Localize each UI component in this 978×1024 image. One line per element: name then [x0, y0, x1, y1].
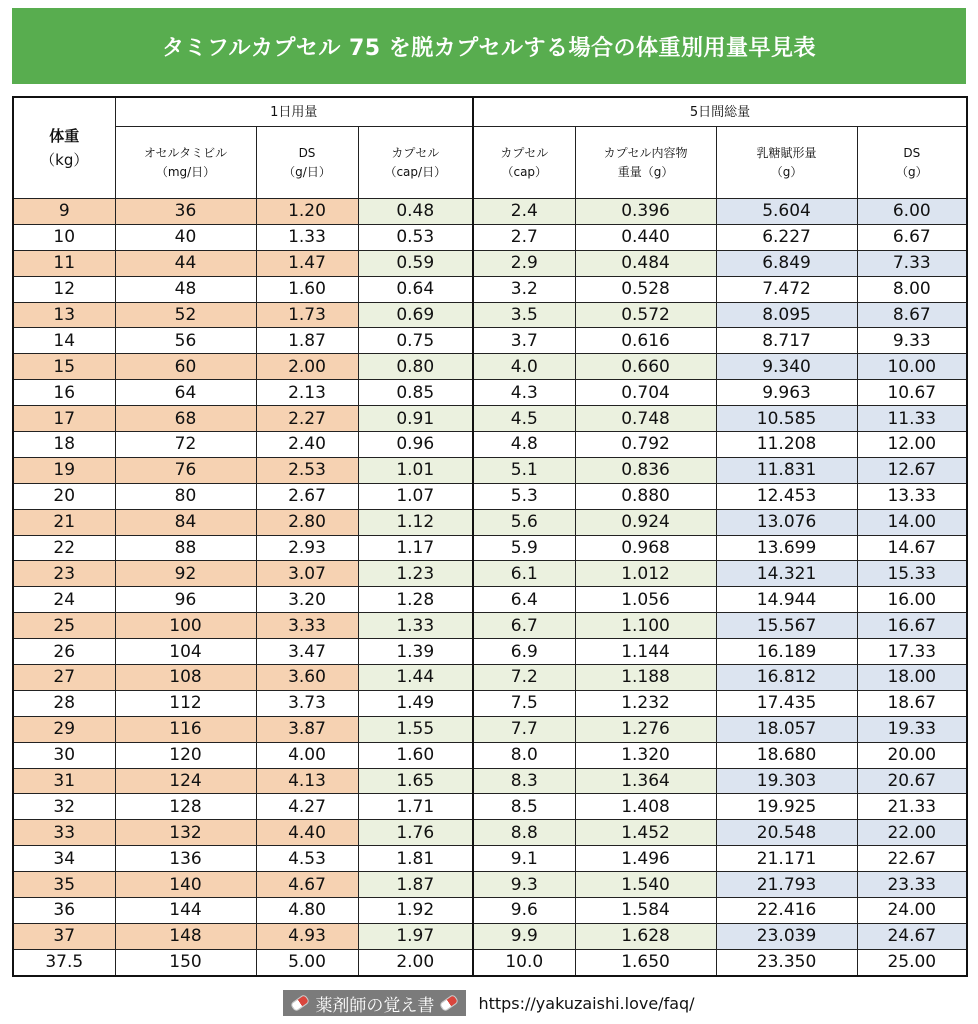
cell-weight: 26	[13, 639, 115, 665]
cell-ds-total: 14.00	[857, 509, 967, 535]
cell-capsule-content-weight: 0.924	[575, 509, 716, 535]
cell-oseltamivir-mg: 92	[115, 561, 256, 587]
cell-capsule-daily: 1.49	[358, 690, 473, 716]
cell-oseltamivir-mg: 96	[115, 587, 256, 613]
cell-ds-total: 16.67	[857, 613, 967, 639]
cell-oseltamivir-mg: 104	[115, 639, 256, 665]
cell-oseltamivir-mg: 60	[115, 354, 256, 380]
cell-ds-g-daily: 1.33	[256, 224, 358, 250]
cell-capsule-content-weight: 1.232	[575, 690, 716, 716]
table-row	[13, 820, 967, 846]
table-row	[13, 639, 967, 665]
cell-lactose-excipient: 20.548	[716, 820, 857, 846]
cell-ds-total: 6.00	[857, 199, 967, 225]
table-row	[13, 716, 967, 742]
cell-ds-g-daily: 1.60	[256, 276, 358, 302]
capsule-icon	[290, 994, 310, 1013]
cell-ds-g-daily: 1.73	[256, 302, 358, 328]
cell-oseltamivir-mg: 64	[115, 380, 256, 406]
cell-capsule-content-weight: 1.408	[575, 794, 716, 820]
cell-capsule-content-weight: 1.144	[575, 639, 716, 665]
cell-lactose-excipient: 15.567	[716, 613, 857, 639]
cell-ds-total: 21.33	[857, 794, 967, 820]
cell-ds-total: 20.00	[857, 742, 967, 768]
cell-oseltamivir-mg: 116	[115, 716, 256, 742]
cell-ds-g-daily: 2.00	[256, 354, 358, 380]
cell-ds-g-daily: 1.20	[256, 199, 358, 225]
cell-oseltamivir-mg: 112	[115, 690, 256, 716]
cell-ds-total: 12.67	[857, 457, 967, 483]
cell-ds-total: 13.33	[857, 483, 967, 509]
table-row	[13, 406, 967, 432]
cell-capsule-total: 4.3	[473, 380, 575, 406]
cell-capsule-daily: 1.92	[358, 898, 473, 924]
cell-ds-g-daily: 2.93	[256, 535, 358, 561]
cell-ds-g-daily: 4.00	[256, 742, 358, 768]
cell-capsule-total: 9.9	[473, 923, 575, 949]
cell-lactose-excipient: 18.057	[716, 716, 857, 742]
cell-weight: 21	[13, 509, 115, 535]
table-row	[13, 742, 967, 768]
cell-capsule-daily: 1.65	[358, 768, 473, 794]
cell-capsule-total: 8.5	[473, 794, 575, 820]
cell-lactose-excipient: 10.585	[716, 406, 857, 432]
cell-weight: 20	[13, 483, 115, 509]
cell-weight: 35	[13, 872, 115, 898]
cell-capsule-content-weight: 1.188	[575, 665, 716, 691]
cell-weight: 24	[13, 587, 115, 613]
cell-capsule-total: 3.7	[473, 328, 575, 354]
cell-capsule-content-weight: 1.364	[575, 768, 716, 794]
cell-capsule-total: 10.0	[473, 949, 575, 975]
cell-capsule-total: 2.7	[473, 224, 575, 250]
cell-capsule-content-weight: 0.484	[575, 250, 716, 276]
cell-lactose-excipient: 5.604	[716, 199, 857, 225]
table-row	[13, 587, 967, 613]
cell-capsule-total: 5.6	[473, 509, 575, 535]
cell-capsule-content-weight: 0.660	[575, 354, 716, 380]
cell-lactose-excipient: 9.340	[716, 354, 857, 380]
table-row	[13, 872, 967, 898]
cell-lactose-excipient: 9.963	[716, 380, 857, 406]
cell-ds-g-daily: 5.00	[256, 949, 358, 975]
cell-weight: 22	[13, 535, 115, 561]
cell-weight: 33	[13, 820, 115, 846]
cell-capsule-daily: 0.59	[358, 250, 473, 276]
table-row	[13, 535, 967, 561]
cell-capsule-daily: 0.91	[358, 406, 473, 432]
cell-oseltamivir-mg: 128	[115, 794, 256, 820]
cell-oseltamivir-mg: 68	[115, 406, 256, 432]
cell-capsule-content-weight: 1.540	[575, 872, 716, 898]
cell-ds-g-daily: 3.20	[256, 587, 358, 613]
cell-ds-total: 16.00	[857, 587, 967, 613]
cell-ds-total: 23.33	[857, 872, 967, 898]
col-header-capsule-total: カプセル （cap）	[473, 127, 575, 199]
cell-ds-g-daily: 2.67	[256, 483, 358, 509]
cell-lactose-excipient: 16.812	[716, 665, 857, 691]
cell-lactose-excipient: 13.076	[716, 509, 857, 535]
table-row	[13, 794, 967, 820]
cell-weight: 31	[13, 768, 115, 794]
cell-capsule-daily: 1.76	[358, 820, 473, 846]
cell-lactose-excipient: 19.925	[716, 794, 857, 820]
cell-weight: 13	[13, 302, 115, 328]
cell-lactose-excipient: 21.793	[716, 872, 857, 898]
cell-capsule-total: 6.1	[473, 561, 575, 587]
cell-capsule-total: 5.3	[473, 483, 575, 509]
cell-capsule-daily: 1.01	[358, 457, 473, 483]
cell-oseltamivir-mg: 150	[115, 949, 256, 975]
cell-ds-g-daily: 4.67	[256, 872, 358, 898]
cell-capsule-daily: 1.60	[358, 742, 473, 768]
cell-capsule-total: 6.4	[473, 587, 575, 613]
cell-weight: 19	[13, 457, 115, 483]
cell-capsule-content-weight: 1.012	[575, 561, 716, 587]
cell-ds-total: 18.00	[857, 665, 967, 691]
cell-lactose-excipient: 8.717	[716, 328, 857, 354]
cell-capsule-total: 9.1	[473, 846, 575, 872]
daily-dose-header: 1日用量	[115, 97, 473, 127]
cell-capsule-content-weight: 0.616	[575, 328, 716, 354]
table-row	[13, 923, 967, 949]
weight-unit: （kg）	[40, 151, 89, 169]
cell-lactose-excipient: 14.944	[716, 587, 857, 613]
brand-name: 薬剤師の覚え書	[315, 995, 435, 1016]
cell-weight: 27	[13, 665, 115, 691]
cell-ds-g-daily: 3.87	[256, 716, 358, 742]
cell-ds-total: 10.00	[857, 354, 967, 380]
cell-capsule-content-weight: 0.528	[575, 276, 716, 302]
cell-capsule-content-weight: 1.320	[575, 742, 716, 768]
cell-lactose-excipient: 14.321	[716, 561, 857, 587]
cell-capsule-total: 7.7	[473, 716, 575, 742]
cell-capsule-daily: 1.07	[358, 483, 473, 509]
cell-lactose-excipient: 12.453	[716, 483, 857, 509]
table-row	[13, 199, 967, 225]
cell-ds-total: 7.33	[857, 250, 967, 276]
cell-ds-g-daily: 1.87	[256, 328, 358, 354]
cell-capsule-total: 3.5	[473, 302, 575, 328]
table-row	[13, 561, 967, 587]
cell-capsule-total: 5.1	[473, 457, 575, 483]
cell-capsule-content-weight: 0.748	[575, 406, 716, 432]
brand-badge	[283, 990, 466, 1016]
cell-lactose-excipient: 22.416	[716, 898, 857, 924]
cell-capsule-daily: 1.81	[358, 846, 473, 872]
cell-oseltamivir-mg: 88	[115, 535, 256, 561]
cell-capsule-daily: 1.39	[358, 639, 473, 665]
cell-capsule-daily: 1.97	[358, 923, 473, 949]
cell-weight: 16	[13, 380, 115, 406]
weight-label: 体重	[49, 127, 80, 145]
cell-weight: 37.5	[13, 949, 115, 975]
cell-weight: 28	[13, 690, 115, 716]
cell-ds-total: 18.67	[857, 690, 967, 716]
cell-capsule-content-weight: 1.452	[575, 820, 716, 846]
cell-weight: 15	[13, 354, 115, 380]
cell-lactose-excipient: 21.171	[716, 846, 857, 872]
table-row	[13, 457, 967, 483]
cell-lactose-excipient: 16.189	[716, 639, 857, 665]
table-row	[13, 509, 967, 535]
cell-weight: 11	[13, 250, 115, 276]
cell-lactose-excipient: 6.849	[716, 250, 857, 276]
cell-capsule-daily: 1.55	[358, 716, 473, 742]
cell-ds-total: 22.67	[857, 846, 967, 872]
cell-capsule-content-weight: 0.836	[575, 457, 716, 483]
cell-oseltamivir-mg: 120	[115, 742, 256, 768]
table-row	[13, 224, 967, 250]
cell-capsule-daily: 1.17	[358, 535, 473, 561]
cell-ds-g-daily: 3.33	[256, 613, 358, 639]
cell-lactose-excipient: 11.208	[716, 432, 857, 458]
cell-ds-total: 22.00	[857, 820, 967, 846]
cell-capsule-total: 2.4	[473, 199, 575, 225]
cell-capsule-content-weight: 1.650	[575, 949, 716, 975]
cell-capsule-daily: 0.64	[358, 276, 473, 302]
cell-ds-total: 8.67	[857, 302, 967, 328]
cell-ds-total: 8.00	[857, 276, 967, 302]
cell-capsule-daily: 1.23	[358, 561, 473, 587]
cell-oseltamivir-mg: 136	[115, 846, 256, 872]
cell-weight: 34	[13, 846, 115, 872]
cell-weight: 18	[13, 432, 115, 458]
table-row	[13, 354, 967, 380]
cell-lactose-excipient: 19.303	[716, 768, 857, 794]
cell-ds-g-daily: 4.93	[256, 923, 358, 949]
cell-weight: 12	[13, 276, 115, 302]
cell-capsule-daily: 1.12	[358, 509, 473, 535]
cell-lactose-excipient: 11.831	[716, 457, 857, 483]
cell-capsule-content-weight: 1.056	[575, 587, 716, 613]
cell-lactose-excipient: 23.350	[716, 949, 857, 975]
cell-ds-total: 10.67	[857, 380, 967, 406]
cell-capsule-daily: 0.85	[358, 380, 473, 406]
cell-ds-g-daily: 3.07	[256, 561, 358, 587]
cell-oseltamivir-mg: 144	[115, 898, 256, 924]
cell-oseltamivir-mg: 44	[115, 250, 256, 276]
table-row	[13, 250, 967, 276]
col-header-ds-daily: DS （g/日）	[256, 127, 358, 199]
dosage-table	[12, 96, 968, 977]
table-row	[13, 846, 967, 872]
col-header-capsule-content-weight: カプセル内容物 重量（g）	[575, 127, 716, 199]
cell-capsule-total: 4.8	[473, 432, 575, 458]
page-title: タミフルカプセル 75 を脱カプセルする場合の体重別用量早見表	[12, 8, 966, 84]
cell-capsule-content-weight: 0.880	[575, 483, 716, 509]
cell-capsule-total: 9.6	[473, 898, 575, 924]
cell-capsule-total: 8.3	[473, 768, 575, 794]
cell-capsule-total: 4.5	[473, 406, 575, 432]
cell-ds-g-daily: 4.13	[256, 768, 358, 794]
cell-ds-total: 25.00	[857, 949, 967, 975]
table-body	[13, 199, 967, 976]
cell-capsule-daily: 0.96	[358, 432, 473, 458]
cell-capsule-content-weight: 0.572	[575, 302, 716, 328]
cell-ds-total: 24.00	[857, 898, 967, 924]
cell-lactose-excipient: 23.039	[716, 923, 857, 949]
cell-capsule-daily: 0.75	[358, 328, 473, 354]
cell-oseltamivir-mg: 40	[115, 224, 256, 250]
cell-capsule-content-weight: 1.496	[575, 846, 716, 872]
cell-weight: 25	[13, 613, 115, 639]
cell-weight: 17	[13, 406, 115, 432]
cell-capsule-total: 2.9	[473, 250, 575, 276]
table-row	[13, 483, 967, 509]
cell-weight: 29	[13, 716, 115, 742]
cell-capsule-daily: 1.87	[358, 872, 473, 898]
cell-capsule-content-weight: 0.704	[575, 380, 716, 406]
cell-capsule-content-weight: 0.968	[575, 535, 716, 561]
cell-capsule-total: 8.8	[473, 820, 575, 846]
cell-ds-g-daily: 3.60	[256, 665, 358, 691]
cell-ds-g-daily: 2.27	[256, 406, 358, 432]
cell-capsule-total: 6.7	[473, 613, 575, 639]
cell-capsule-content-weight: 1.276	[575, 716, 716, 742]
table-row	[13, 665, 967, 691]
table-row	[13, 276, 967, 302]
cell-lactose-excipient: 8.095	[716, 302, 857, 328]
table-row	[13, 432, 967, 458]
cell-capsule-daily: 0.69	[358, 302, 473, 328]
cell-ds-total: 19.33	[857, 716, 967, 742]
cell-ds-g-daily: 2.40	[256, 432, 358, 458]
footer	[0, 990, 978, 1016]
cell-ds-total: 24.67	[857, 923, 967, 949]
cell-capsule-content-weight: 0.792	[575, 432, 716, 458]
cell-capsule-content-weight: 0.396	[575, 199, 716, 225]
table-row	[13, 898, 967, 924]
five-day-total-header: 5日間総量	[473, 97, 967, 127]
cell-ds-g-daily: 4.40	[256, 820, 358, 846]
cell-capsule-daily: 1.33	[358, 613, 473, 639]
table-row	[13, 768, 967, 794]
cell-capsule-daily: 0.53	[358, 224, 473, 250]
cell-ds-total: 6.67	[857, 224, 967, 250]
cell-ds-g-daily: 2.53	[256, 457, 358, 483]
table-row	[13, 380, 967, 406]
col-header-lactose-excipient: 乳糖賦形量 （g）	[716, 127, 857, 199]
cell-capsule-daily: 0.80	[358, 354, 473, 380]
col-header-ds-total: DS （g）	[857, 127, 967, 199]
table-row	[13, 949, 967, 975]
cell-ds-total: 9.33	[857, 328, 967, 354]
weight-header	[13, 97, 115, 199]
cell-ds-g-daily: 4.27	[256, 794, 358, 820]
cell-ds-g-daily: 2.13	[256, 380, 358, 406]
cell-ds-total: 15.33	[857, 561, 967, 587]
cell-capsule-total: 5.9	[473, 535, 575, 561]
cell-capsule-total: 4.0	[473, 354, 575, 380]
col-header-capsule-daily: カプセル （cap/日）	[358, 127, 473, 199]
cell-weight: 14	[13, 328, 115, 354]
cell-capsule-daily: 1.44	[358, 665, 473, 691]
cell-weight: 32	[13, 794, 115, 820]
cell-lactose-excipient: 7.472	[716, 276, 857, 302]
cell-capsule-total: 7.2	[473, 665, 575, 691]
cell-weight: 37	[13, 923, 115, 949]
cell-lactose-excipient: 13.699	[716, 535, 857, 561]
cell-oseltamivir-mg: 140	[115, 872, 256, 898]
cell-oseltamivir-mg: 132	[115, 820, 256, 846]
capsule-icon	[439, 994, 459, 1013]
table-row	[13, 690, 967, 716]
cell-oseltamivir-mg: 36	[115, 199, 256, 225]
cell-capsule-total: 3.2	[473, 276, 575, 302]
cell-capsule-content-weight: 1.100	[575, 613, 716, 639]
cell-weight: 36	[13, 898, 115, 924]
cell-oseltamivir-mg: 148	[115, 923, 256, 949]
table-row	[13, 302, 967, 328]
cell-capsule-daily: 1.28	[358, 587, 473, 613]
cell-weight: 23	[13, 561, 115, 587]
cell-ds-total: 17.33	[857, 639, 967, 665]
table-row	[13, 328, 967, 354]
cell-ds-total: 14.67	[857, 535, 967, 561]
cell-ds-g-daily: 4.80	[256, 898, 358, 924]
cell-capsule-content-weight: 1.628	[575, 923, 716, 949]
cell-oseltamivir-mg: 52	[115, 302, 256, 328]
cell-capsule-daily: 0.48	[358, 199, 473, 225]
cell-ds-total: 11.33	[857, 406, 967, 432]
cell-lactose-excipient: 6.227	[716, 224, 857, 250]
cell-ds-g-daily: 4.53	[256, 846, 358, 872]
cell-oseltamivir-mg: 48	[115, 276, 256, 302]
cell-capsule-content-weight: 1.584	[575, 898, 716, 924]
cell-capsule-total: 9.3	[473, 872, 575, 898]
cell-capsule-content-weight: 0.440	[575, 224, 716, 250]
cell-weight: 9	[13, 199, 115, 225]
site-url[interactable]: https://yakuzaishi.love/faq/	[478, 993, 695, 1013]
cell-oseltamivir-mg: 124	[115, 768, 256, 794]
cell-ds-g-daily: 3.47	[256, 639, 358, 665]
cell-oseltamivir-mg: 56	[115, 328, 256, 354]
cell-oseltamivir-mg: 84	[115, 509, 256, 535]
col-header-oseltamivir: オセルタミビル （mg/日）	[115, 127, 256, 199]
cell-oseltamivir-mg: 72	[115, 432, 256, 458]
cell-lactose-excipient: 17.435	[716, 690, 857, 716]
cell-ds-total: 20.67	[857, 768, 967, 794]
cell-weight: 10	[13, 224, 115, 250]
cell-capsule-daily: 1.71	[358, 794, 473, 820]
cell-capsule-daily: 2.00	[358, 949, 473, 975]
cell-oseltamivir-mg: 80	[115, 483, 256, 509]
cell-capsule-total: 8.0	[473, 742, 575, 768]
table-row	[13, 613, 967, 639]
cell-weight: 30	[13, 742, 115, 768]
cell-ds-g-daily: 2.80	[256, 509, 358, 535]
cell-oseltamivir-mg: 108	[115, 665, 256, 691]
cell-capsule-total: 7.5	[473, 690, 575, 716]
cell-oseltamivir-mg: 100	[115, 613, 256, 639]
cell-ds-g-daily: 1.47	[256, 250, 358, 276]
cell-oseltamivir-mg: 76	[115, 457, 256, 483]
cell-lactose-excipient: 18.680	[716, 742, 857, 768]
cell-ds-g-daily: 3.73	[256, 690, 358, 716]
cell-ds-total: 12.00	[857, 432, 967, 458]
cell-capsule-total: 6.9	[473, 639, 575, 665]
